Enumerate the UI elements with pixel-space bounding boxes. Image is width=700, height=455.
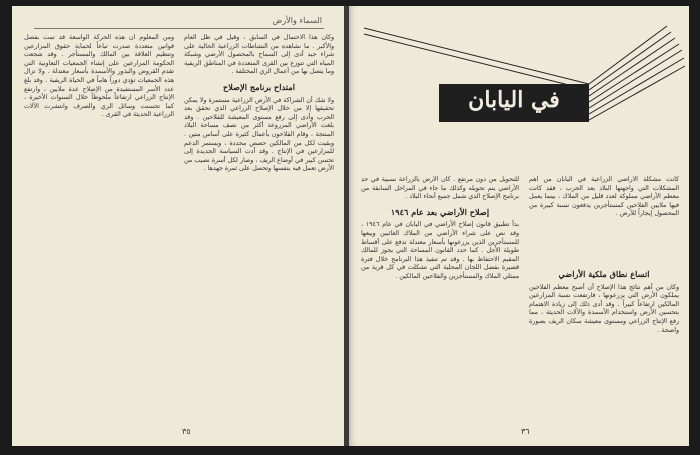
left-page-right-column <box>184 34 334 414</box>
page-number: ٣٦ <box>521 427 530 436</box>
header-rule <box>34 28 324 29</box>
left-page-left-column <box>24 34 174 414</box>
running-header: السماء والأرض <box>272 16 322 25</box>
article-title: في اليابان <box>468 87 560 113</box>
right-page-right-column-top <box>529 176 679 256</box>
paragraph: بدأ تطبيق قانون إصلاح الأراضي في اليابان في عام ١٩٤٦ ، وقد نص على شراء الأراضي من الملاك الغائبين وبيعها للمستأجرين الذين يزرعونها بأسعار معتدلة تدفع على أقساط طويلة الأجل . كما حدد القانون المساحة التي يجوز للمالك المقيم الاحتفاظ بها . وقد تم تنفيذ هذا البرنامج خلال فترة قصيرة بفضل اللجان المحلية التي تشكلت في كل قرية من ممثلي الملاك والمستأجرين والفلاحين المالكين . <box>361 221 519 280</box>
paragraph: كانت مشكلة الأراضي الزراعية في اليابان من أهم المشكلات التي واجهتها البلاد بعد الحرب ، فقد كانت معظم الأراضي مملوكة لعدد قليل من الملاك ، بينما يعمل فيها ملايين الفلاحين كمستأجرين يدفعون نسبة كبيرة من المحصول إيجاراً للأرض . <box>529 176 679 218</box>
title-banner <box>439 84 589 122</box>
section-heading: امتداح برنامج الإصلاح <box>223 81 295 92</box>
right-page-right-column-bottom <box>529 264 679 414</box>
left-page <box>12 6 345 446</box>
section-heading: إصلاح الأراضي بعد عام ١٩٤٦ <box>390 206 490 217</box>
section-heading: اتساع نطاق ملكية الأراضي <box>558 269 650 279</box>
paragraph: ولا شك أن الشراكة في الأرض الزراعية مستمرة ولا يمكن تحقيقها إلا من خلال الإصلاح الزراعي الذي تحقق بعد الحرب وأدى إلى رفع مستوى المعيشة للفلاحين . وقد بلغت الأراضي المزروعة أكثر من نصف مساحة البلاد المنتجة ، وقام الفلاحون بأعمال كثيرة على أساس متين . وبقيت لكل من المالكين حصص محددة ، ويستمر الدعم للمزارعين في الإنتاج . وقد أدت السياسة الجديدة إلى تحسن كبير في أوضاع الريف ، وصار لكل أسرة نصيب من الأرض تعمل فيه بنفسها وتحصل على ثمرة جهدها . <box>184 96 334 173</box>
paragraph: للتحويل من دون مرتفع . كان الأرض بالزراعة نسبية في حد الأراضي يتم تحويله وكذلك ما جاء في المراحل السابقة من برنامج الإصلاح الذي شمل جميع أنحاء البلاد . <box>361 176 519 201</box>
right-page <box>349 6 689 446</box>
paragraph: وكان من أهم نتائج هذا الإصلاح أن أصبح معظم الفلاحين يملكون الأرض التي يزرعونها ، فارتفعت نسبة المزارعين المالكين ارتفاعاً كبيراً . وقد أدى ذلك إلى زيادة الاهتمام بتحسين الأرض واستخدام الأسمدة والآلات الحديثة ، مما رفع الإنتاج الزراعي ومستوى معيشة سكان الريف بصورة واضحة . <box>529 283 679 334</box>
paragraph: ومن المعلوم أن هذه الحركة الواسعة قد تمت بفضل قوانين متعددة صدرت تباعاً لحماية حقوق المزارعين وتنظيم العلاقة بين المالك والمستأجر . وقد شجعت الحكومة المزارعين على إنشاء الجمعيات التعاونية التي تقدم القروض والبذور والأسمدة بأسعار معتدلة . ولا تزال هذه الجمعيات تؤدي دوراً هاماً في الحياة الريفية . وقد بلغ عدد الأسر المستفيدة من الإصلاح عدة ملايين ، وارتفع الإنتاج الزراعي ارتفاعاً ملحوظاً خلال السنوات الأخيرة ، كما تحسنت وسائل الري والصرف وانتشرت الآلات الزراعية الحديثة في القرى . <box>24 34 174 119</box>
paragraph: وكان هذا الاحتمال في السابق ، وقيل في ظل العام والأكبر . ما نشاهده من النشاطات الزراعية الحالية على شراء جيد أدى إلى السماح بالمحصول الأرضي وشبكة المياه التي تتوزع بين القرى المتعددة في المناطق الريفية وما يتصل بها من أعمال الري المختلفة . <box>184 34 334 76</box>
right-page-left-column <box>361 176 519 416</box>
page-number: ٣٥ <box>182 427 191 436</box>
decorative-line-art <box>349 6 689 146</box>
